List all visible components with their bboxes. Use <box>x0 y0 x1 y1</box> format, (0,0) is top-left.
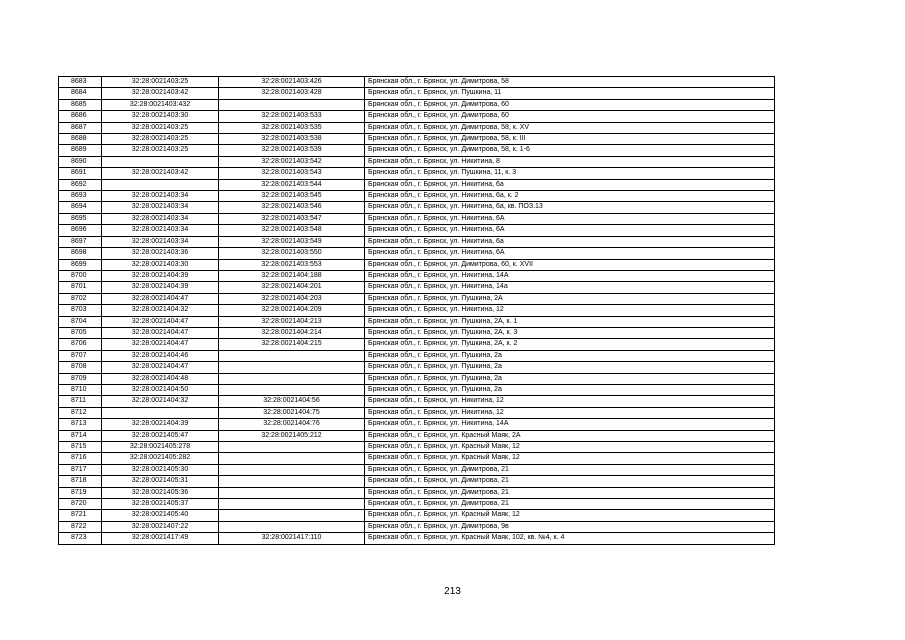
object-cadastral-number-cell <box>219 510 365 521</box>
address-cell: Брянская обл., г. Брянск, ул. Димитрова, 60 <box>365 99 775 110</box>
object-cadastral-number-cell: 32:28:0021403:428 <box>219 88 365 99</box>
table-row <box>59 339 775 350</box>
address-cell: Брянская обл., г. Брянск, ул. Пушкина, 2А, к. 2 <box>365 339 775 350</box>
address-cell: Брянская обл., г. Брянск, ул. Димитрова, 21 <box>365 476 775 487</box>
object-cadastral-number-cell: 32:28:0021403:549 <box>219 236 365 247</box>
cadastral-number-cell: 32:28:0021405:37 <box>102 499 219 510</box>
object-cadastral-number-cell: 32:28:0021403:550 <box>219 248 365 259</box>
table-row <box>59 282 775 293</box>
address-cell: Брянская обл., г. Брянск, ул. Димитрова, 58, к. III <box>365 134 775 145</box>
object-cadastral-number-cell: 32:28:0021404:209 <box>219 305 365 316</box>
row-number-cell: 8708 <box>59 362 102 373</box>
table-row <box>59 442 775 453</box>
table-row <box>59 248 775 259</box>
table-row <box>59 111 775 122</box>
table-row <box>59 476 775 487</box>
table-row <box>59 499 775 510</box>
table-row <box>59 487 775 498</box>
object-cadastral-number-cell: 32:28:0021405:212 <box>219 430 365 441</box>
object-cadastral-number-cell: 32:28:0021403:542 <box>219 156 365 167</box>
cadastral-number-cell: 32:28:0021417:49 <box>102 533 219 544</box>
address-cell: Брянская обл., г. Брянск, ул. Никитина, 6а, кв. ПОЗ.13 <box>365 202 775 213</box>
table-row <box>59 362 775 373</box>
object-cadastral-number-cell: 32:28:0021404:215 <box>219 339 365 350</box>
address-cell: Брянская обл., г. Брянск, ул. Пушкина, 2а <box>365 362 775 373</box>
address-cell: Брянская обл., г. Брянск, ул. Никитина, 12 <box>365 305 775 316</box>
address-cell: Брянская обл., г. Брянск, ул. Никитина, 6А <box>365 225 775 236</box>
row-number-cell: 8695 <box>59 213 102 224</box>
cadastral-number-cell: 32:28:0021404:47 <box>102 293 219 304</box>
table-row <box>59 533 775 544</box>
object-cadastral-number-cell <box>219 442 365 453</box>
table-row <box>59 270 775 281</box>
object-cadastral-number-cell <box>219 487 365 498</box>
row-number-cell: 8686 <box>59 111 102 122</box>
cadastral-number-cell: 32:28:0021403:34 <box>102 225 219 236</box>
object-cadastral-number-cell: 32:28:0021404:188 <box>219 270 365 281</box>
row-number-cell: 8722 <box>59 521 102 532</box>
cadastral-number-cell: 32:28:0021403:432 <box>102 99 219 110</box>
row-number-cell: 8719 <box>59 487 102 498</box>
row-number-cell: 8704 <box>59 316 102 327</box>
row-number-cell: 8694 <box>59 202 102 213</box>
cadastral-number-cell: 32:28:0021403:42 <box>102 168 219 179</box>
address-cell: Брянская обл., г. Брянск, ул. Димитрова, 21 <box>365 487 775 498</box>
cadastral-number-cell: 32:28:0021403:34 <box>102 202 219 213</box>
address-cell: Брянская обл., г. Брянск, ул. Никитина, 6А <box>365 213 775 224</box>
address-cell: Брянская обл., г. Брянск, ул. Красный Маяк, 12 <box>365 510 775 521</box>
row-number-cell: 8691 <box>59 168 102 179</box>
table-row <box>59 145 775 156</box>
cadastral-number-cell: 32:28:0021403:30 <box>102 111 219 122</box>
cadastral-number-cell: 32:28:0021403:25 <box>102 77 219 88</box>
row-number-cell: 8700 <box>59 270 102 281</box>
row-number-cell: 8720 <box>59 499 102 510</box>
table-row <box>59 168 775 179</box>
cadastral-number-cell: 32:28:0021404:47 <box>102 339 219 350</box>
cadastral-number-cell: 32:28:0021403:30 <box>102 259 219 270</box>
cadastral-number-cell: 32:28:0021403:25 <box>102 134 219 145</box>
cadastral-number-cell <box>102 407 219 418</box>
table-row <box>59 521 775 532</box>
object-cadastral-number-cell <box>219 476 365 487</box>
table-row <box>59 99 775 110</box>
cadastral-number-cell: 32:28:0021404:39 <box>102 270 219 281</box>
table-row <box>59 259 775 270</box>
table-row <box>59 88 775 99</box>
object-cadastral-number-cell <box>219 362 365 373</box>
cadastral-number-cell: 32:28:0021403:36 <box>102 248 219 259</box>
table-row <box>59 156 775 167</box>
address-cell: Брянская обл., г. Брянск, ул. Пушкина, 2а <box>365 373 775 384</box>
cadastral-number-cell: 32:28:0021405:31 <box>102 476 219 487</box>
address-cell: Брянская обл., г. Брянск, ул. Димитрова, 9в <box>365 521 775 532</box>
row-number-cell: 8692 <box>59 179 102 190</box>
row-number-cell: 8703 <box>59 305 102 316</box>
row-number-cell: 8684 <box>59 88 102 99</box>
table-row <box>59 316 775 327</box>
address-cell: Брянская обл., г. Брянск, ул. Никитина, 14А <box>365 270 775 281</box>
table-row <box>59 191 775 202</box>
object-cadastral-number-cell: 32:28:0021404:213 <box>219 316 365 327</box>
object-cadastral-number-cell <box>219 464 365 475</box>
cadastral-number-cell: 32:28:0021403:25 <box>102 145 219 156</box>
row-number-cell: 8693 <box>59 191 102 202</box>
object-cadastral-number-cell: 32:28:0021404:75 <box>219 407 365 418</box>
cadastral-table <box>58 76 775 545</box>
table-row <box>59 407 775 418</box>
object-cadastral-number-cell <box>219 384 365 395</box>
page-number: 213 <box>444 586 461 597</box>
object-cadastral-number-cell: 32:28:0021403:547 <box>219 213 365 224</box>
table-row <box>59 293 775 304</box>
address-cell: Брянская обл., г. Брянск, ул. Красный Маяк, 102, кв. №4, к. 4 <box>365 533 775 544</box>
row-number-cell: 8721 <box>59 510 102 521</box>
object-cadastral-number-cell <box>219 453 365 464</box>
address-cell: Брянская обл., г. Брянск, ул. Пушкина, 2а <box>365 384 775 395</box>
cadastral-number-cell: 32:28:0021403:42 <box>102 88 219 99</box>
row-number-cell: 8713 <box>59 419 102 430</box>
cadastral-number-cell: 32:28:0021403:34 <box>102 213 219 224</box>
address-cell: Брянская обл., г. Брянск, ул. Никитина, 8 <box>365 156 775 167</box>
row-number-cell: 8685 <box>59 99 102 110</box>
object-cadastral-number-cell: 32:28:0021403:548 <box>219 225 365 236</box>
row-number-cell: 8689 <box>59 145 102 156</box>
address-cell: Брянская обл., г. Брянск, ул. Пушкина, 2а <box>365 350 775 361</box>
address-cell: Брянская обл., г. Брянск, ул. Димитрова, 58, к. XV <box>365 122 775 133</box>
address-cell: Брянская обл., г. Брянск, ул. Димитрова, 60 <box>365 111 775 122</box>
cadastral-number-cell: 32:28:0021403:25 <box>102 122 219 133</box>
row-number-cell: 8697 <box>59 236 102 247</box>
row-number-cell: 8716 <box>59 453 102 464</box>
table-row <box>59 396 775 407</box>
cadastral-number-cell: 32:28:0021404:39 <box>102 419 219 430</box>
row-number-cell: 8712 <box>59 407 102 418</box>
address-cell: Брянская обл., г. Брянск, ул. Пушкина, 2А, к. 3 <box>365 327 775 338</box>
row-number-cell: 8707 <box>59 350 102 361</box>
address-cell: Брянская обл., г. Брянск, ул. Димитрова, 60, к. XVII <box>365 259 775 270</box>
row-number-cell: 8717 <box>59 464 102 475</box>
address-cell: Брянская обл., г. Брянск, ул. Димитрова, 21 <box>365 464 775 475</box>
row-number-cell: 8698 <box>59 248 102 259</box>
row-number-cell: 8702 <box>59 293 102 304</box>
row-number-cell: 8711 <box>59 396 102 407</box>
object-cadastral-number-cell: 32:28:0021403:533 <box>219 111 365 122</box>
object-cadastral-number-cell: 32:28:0021417:110 <box>219 533 365 544</box>
table-body <box>59 77 775 545</box>
table-row <box>59 350 775 361</box>
cadastral-number-cell <box>102 179 219 190</box>
table-row <box>59 202 775 213</box>
object-cadastral-number-cell: 32:28:0021403:535 <box>219 122 365 133</box>
cadastral-number-cell: 32:28:0021405:30 <box>102 464 219 475</box>
object-cadastral-number-cell <box>219 373 365 384</box>
cadastral-number-cell: 32:28:0021405:36 <box>102 487 219 498</box>
address-cell: Брянская обл., г. Брянск, ул. Никитина, 12 <box>365 407 775 418</box>
object-cadastral-number-cell: 32:28:0021404:214 <box>219 327 365 338</box>
object-cadastral-number-cell: 32:28:0021404:76 <box>219 419 365 430</box>
table-row <box>59 453 775 464</box>
object-cadastral-number-cell <box>219 350 365 361</box>
cadastral-number-cell: 32:28:0021404:48 <box>102 373 219 384</box>
address-cell: Брянская обл., г. Брянск, ул. Никитина, 6а <box>365 236 775 247</box>
table-row <box>59 373 775 384</box>
cadastral-number-cell <box>102 156 219 167</box>
cadastral-number-cell: 32:28:0021404:32 <box>102 305 219 316</box>
address-cell: Брянская обл., г. Брянск, ул. Никитина, 14а <box>365 282 775 293</box>
address-cell: Брянская обл., г. Брянск, ул. Димитрова, 21 <box>365 499 775 510</box>
object-cadastral-number-cell: 32:28:0021403:553 <box>219 259 365 270</box>
address-cell: Брянская обл., г. Брянск, ул. Пушкина, 11, к. 3 <box>365 168 775 179</box>
table-row <box>59 510 775 521</box>
row-number-cell: 8723 <box>59 533 102 544</box>
cadastral-number-cell: 32:28:0021404:32 <box>102 396 219 407</box>
cadastral-number-cell: 32:28:0021404:39 <box>102 282 219 293</box>
object-cadastral-number-cell: 32:28:0021403:546 <box>219 202 365 213</box>
table-row <box>59 305 775 316</box>
row-number-cell: 8710 <box>59 384 102 395</box>
address-cell: Брянская обл., г. Брянск, ул. Никитина, 14А <box>365 419 775 430</box>
table-row <box>59 327 775 338</box>
table-row <box>59 213 775 224</box>
cadastral-number-cell: 32:28:0021405:282 <box>102 453 219 464</box>
cadastral-number-cell: 32:28:0021404:50 <box>102 384 219 395</box>
row-number-cell: 8715 <box>59 442 102 453</box>
address-cell: Брянская обл., г. Брянск, ул. Никитина, 6а, к. 2 <box>365 191 775 202</box>
address-cell: Брянская обл., г. Брянск, ул. Димитрова, 58 <box>365 77 775 88</box>
address-cell: Брянская обл., г. Брянск, ул. Пушкина, 2А, к. 1 <box>365 316 775 327</box>
object-cadastral-number-cell: 32:28:0021404:201 <box>219 282 365 293</box>
table-row <box>59 225 775 236</box>
object-cadastral-number-cell <box>219 99 365 110</box>
table-row <box>59 134 775 145</box>
object-cadastral-number-cell: 32:28:0021403:538 <box>219 134 365 145</box>
row-number-cell: 8705 <box>59 327 102 338</box>
row-number-cell: 8718 <box>59 476 102 487</box>
object-cadastral-number-cell: 32:28:0021403:544 <box>219 179 365 190</box>
row-number-cell: 8687 <box>59 122 102 133</box>
row-number-cell: 8690 <box>59 156 102 167</box>
table-row <box>59 384 775 395</box>
table-row <box>59 236 775 247</box>
row-number-cell: 8699 <box>59 259 102 270</box>
address-cell: Брянская обл., г. Брянск, ул. Красный Маяк, 12 <box>365 453 775 464</box>
object-cadastral-number-cell: 32:28:0021404:203 <box>219 293 365 304</box>
table-row <box>59 122 775 133</box>
address-cell: Брянская обл., г. Брянск, ул. Пушкина, 11 <box>365 88 775 99</box>
object-cadastral-number-cell <box>219 499 365 510</box>
address-cell: Брянская обл., г. Брянск, ул. Никитина, 6а <box>365 179 775 190</box>
cadastral-number-cell: 32:28:0021403:34 <box>102 236 219 247</box>
table-row <box>59 430 775 441</box>
table-row <box>59 179 775 190</box>
cadastral-number-cell: 32:28:0021405:47 <box>102 430 219 441</box>
cadastral-number-cell: 32:28:0021404:47 <box>102 316 219 327</box>
row-number-cell: 8683 <box>59 77 102 88</box>
object-cadastral-number-cell: 32:28:0021403:545 <box>219 191 365 202</box>
row-number-cell: 8709 <box>59 373 102 384</box>
row-number-cell: 8701 <box>59 282 102 293</box>
row-number-cell: 8706 <box>59 339 102 350</box>
row-number-cell: 8714 <box>59 430 102 441</box>
cadastral-number-cell: 32:28:0021403:34 <box>102 191 219 202</box>
address-cell: Брянская обл., г. Брянск, ул. Красный Маяк, 2А <box>365 430 775 441</box>
object-cadastral-number-cell: 32:28:0021404:56 <box>219 396 365 407</box>
cadastral-number-cell: 32:28:0021405:278 <box>102 442 219 453</box>
cadastral-number-cell: 32:28:0021404:46 <box>102 350 219 361</box>
cadastral-number-cell: 32:28:0021404:47 <box>102 362 219 373</box>
table-row <box>59 77 775 88</box>
cadastral-number-cell: 32:28:0021407:22 <box>102 521 219 532</box>
object-cadastral-number-cell: 32:28:0021403:426 <box>219 77 365 88</box>
object-cadastral-number-cell: 32:28:0021403:539 <box>219 145 365 156</box>
table-row <box>59 419 775 430</box>
row-number-cell: 8688 <box>59 134 102 145</box>
address-cell: Брянская обл., г. Брянск, ул. Димитрова, 58, к. 1-6 <box>365 145 775 156</box>
object-cadastral-number-cell: 32:28:0021403:543 <box>219 168 365 179</box>
address-cell: Брянская обл., г. Брянск, ул. Красный Маяк, 12 <box>365 442 775 453</box>
address-cell: Брянская обл., г. Брянск, ул. Никитина, 12 <box>365 396 775 407</box>
address-cell: Брянская обл., г. Брянск, ул. Пушкина, 2А <box>365 293 775 304</box>
address-cell: Брянская обл., г. Брянск, ул. Никитина, 6А <box>365 248 775 259</box>
table-row <box>59 464 775 475</box>
cadastral-number-cell: 32:28:0021405:40 <box>102 510 219 521</box>
cadastral-number-cell: 32:28:0021404:47 <box>102 327 219 338</box>
object-cadastral-number-cell <box>219 521 365 532</box>
row-number-cell: 8696 <box>59 225 102 236</box>
